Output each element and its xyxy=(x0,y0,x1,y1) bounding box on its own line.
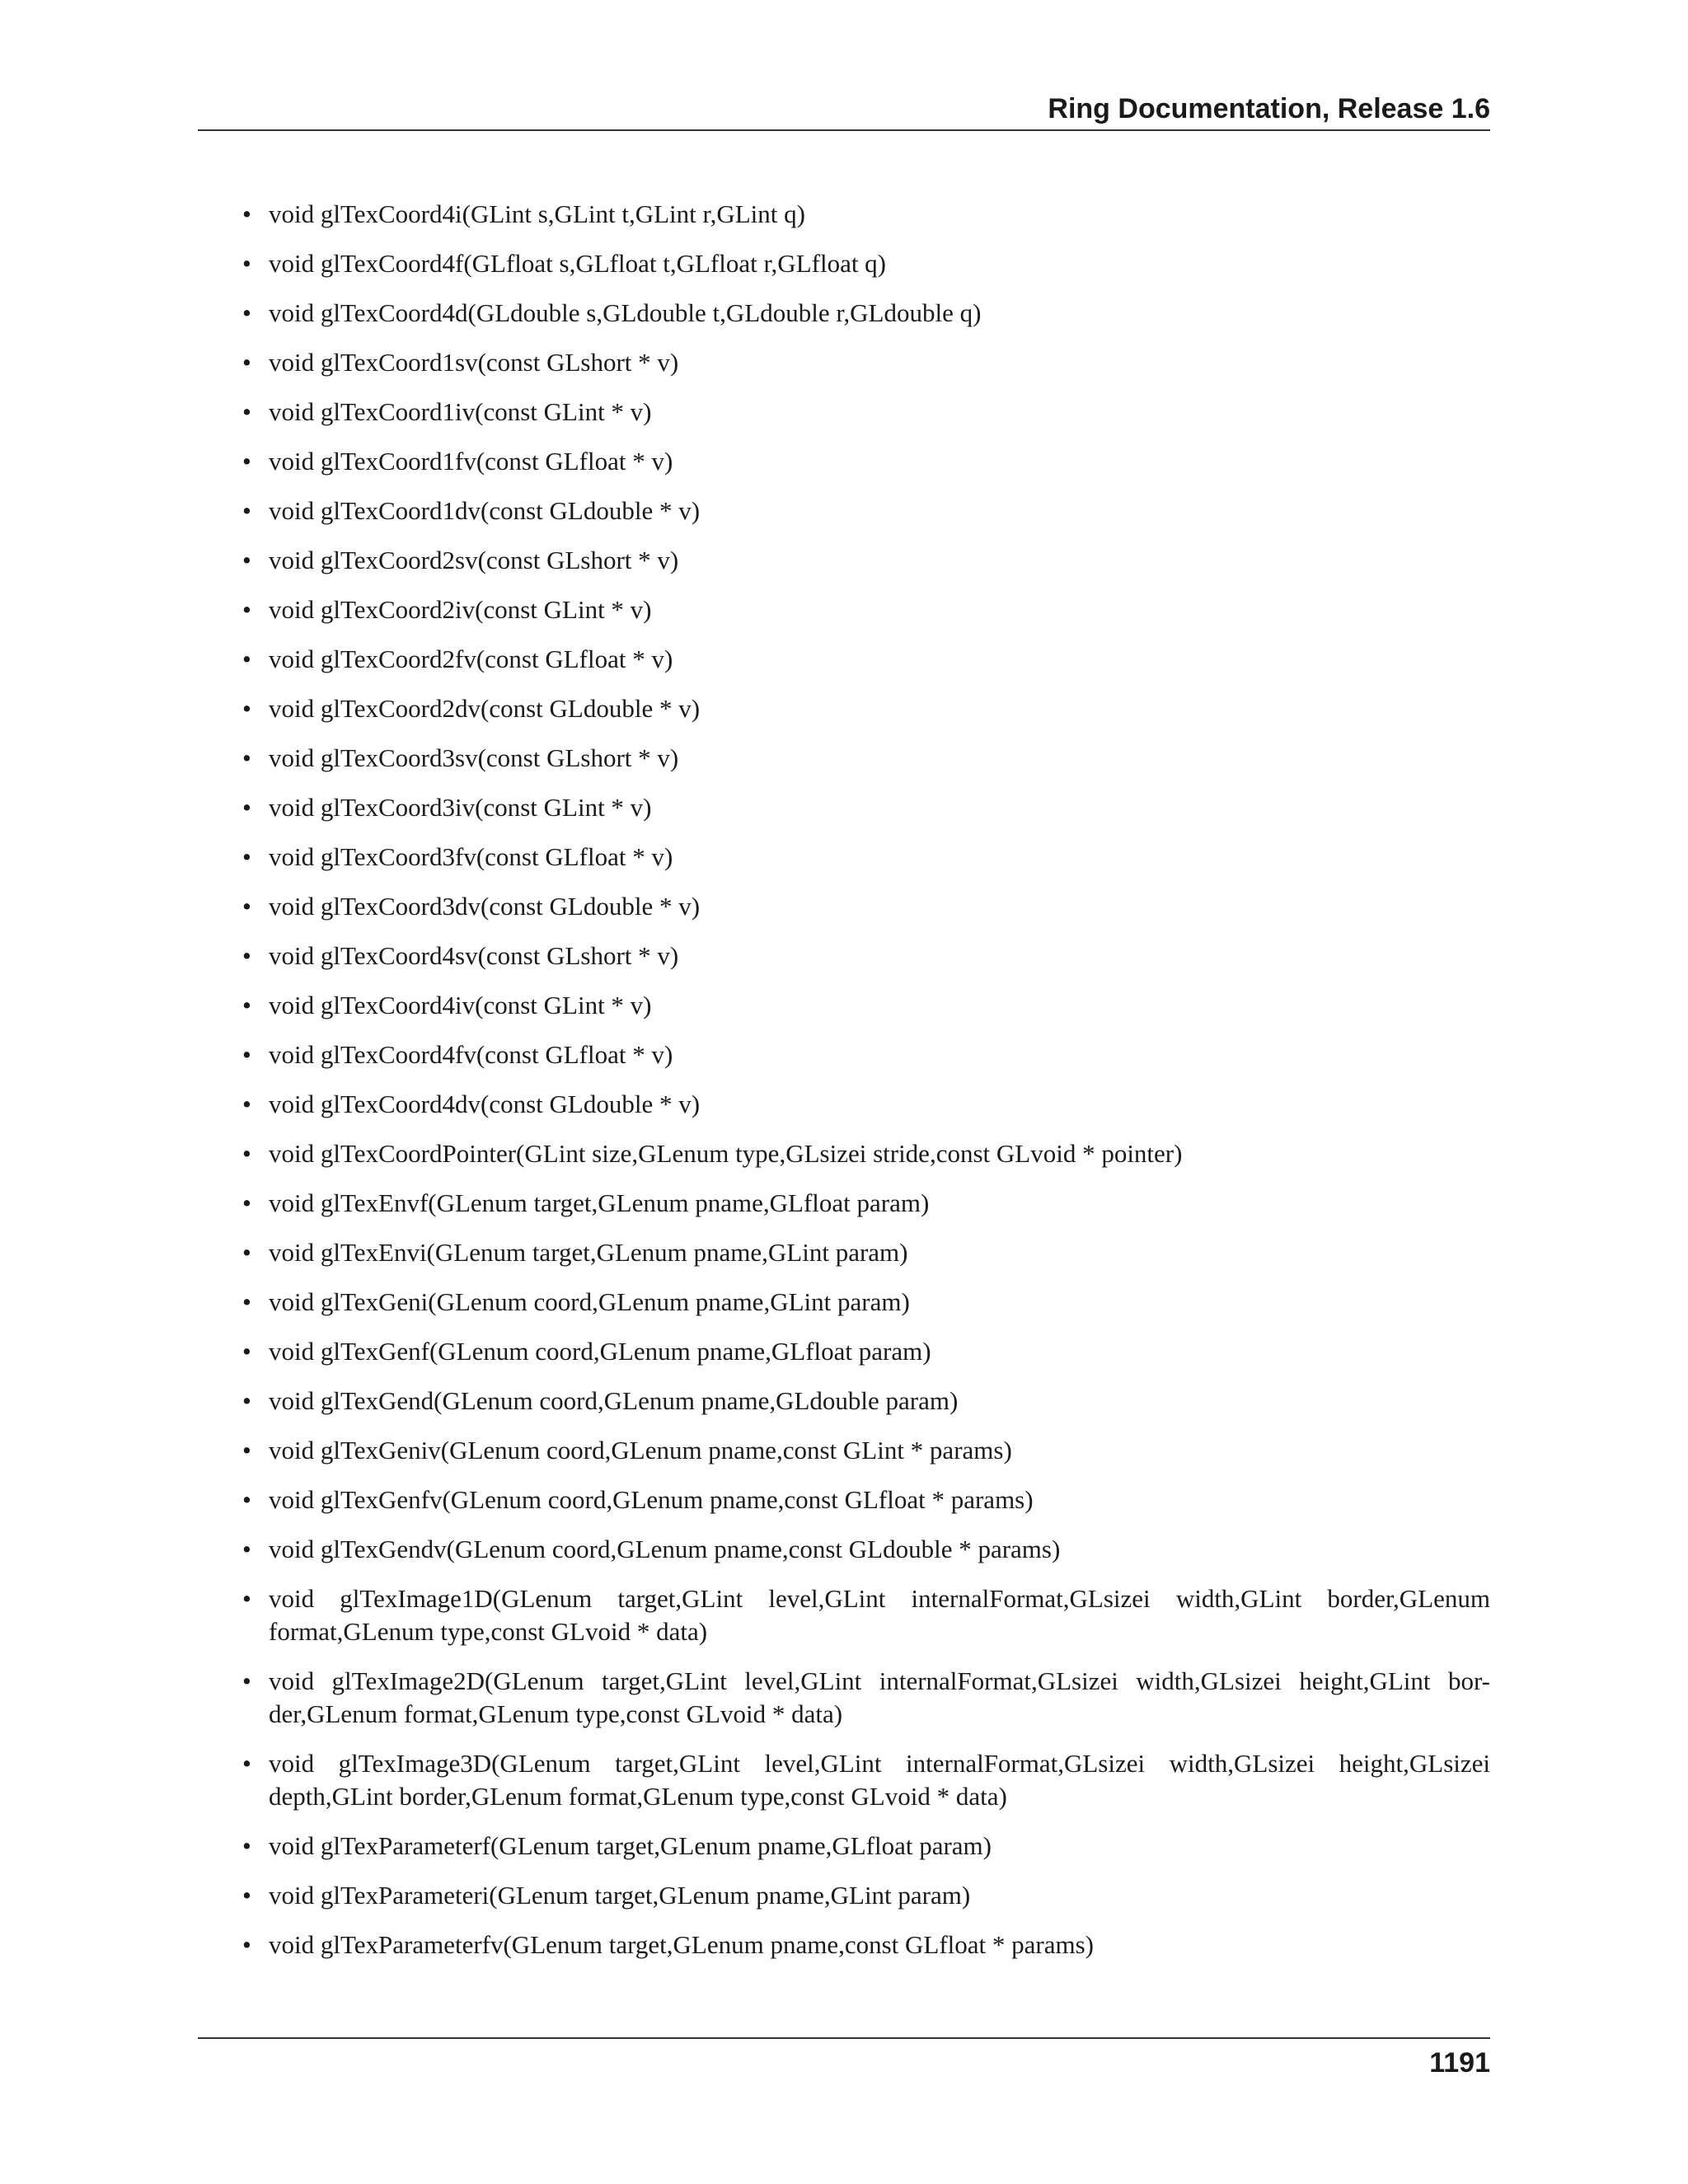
list-item xyxy=(239,1747,1490,1813)
list-item xyxy=(239,1335,1490,1368)
item-text: void glTexCoord1dv(const GLdouble * v) xyxy=(269,496,701,525)
item-text: void glTexCoord2iv(const GLint * v) xyxy=(269,595,652,624)
item-text: void glTexCoord4iv(const GLint * v) xyxy=(269,991,652,1019)
list-item xyxy=(239,593,1490,626)
bullet-icon: • xyxy=(242,793,251,822)
item-text: void glTexCoord4dv(const GLdouble * v) xyxy=(269,1090,701,1118)
list-item xyxy=(239,1483,1490,1516)
bullet-icon: • xyxy=(242,447,251,476)
list-item xyxy=(239,544,1490,577)
bullet-icon: • xyxy=(242,1139,251,1168)
bullet-icon: • xyxy=(242,941,251,970)
list-item xyxy=(239,198,1490,231)
bullet-icon: • xyxy=(242,991,251,1019)
bullet-icon: • xyxy=(242,842,251,871)
bullet-icon: • xyxy=(242,644,251,673)
bullet-icon: • xyxy=(242,1090,251,1118)
bullet-icon: • xyxy=(242,743,251,772)
bullet-icon: • xyxy=(242,1584,251,1613)
bullet-icon: • xyxy=(242,1386,251,1415)
list-item xyxy=(239,1434,1490,1467)
list-item xyxy=(239,643,1490,676)
list-item xyxy=(239,1929,1490,1961)
item-text: void glTexCoord1iv(const GLint * v) xyxy=(269,397,652,426)
bullet-icon: • xyxy=(242,1749,251,1778)
list-item xyxy=(239,940,1490,972)
item-text: void glTexCoord2fv(const GLfloat * v) xyxy=(269,644,673,673)
item-text: void glTexCoord1fv(const GLfloat * v) xyxy=(269,447,673,476)
item-text: void glTexCoord1sv(const GLshort * v) xyxy=(269,348,679,377)
function-list xyxy=(239,198,1490,1978)
item-text: void glTexEnvi(GLenum target,GLenum pname,GLint param) xyxy=(269,1238,908,1267)
item-text: void glTexParameterfv(GLenum target,GLenum pname,const GLfloat * params) xyxy=(269,1930,1094,1959)
item-text: void glTexGeniv(GLenum coord,GLenum pname,const GLint * params) xyxy=(269,1436,1012,1465)
list-item xyxy=(239,1582,1490,1648)
item-text: void glTexCoord2sv(const GLshort * v) xyxy=(269,546,679,574)
item-text: void glTexCoord3sv(const GLshort * v) xyxy=(269,743,679,772)
bullet-icon: • xyxy=(242,199,251,228)
item-text: void glTexGenf(GLenum coord,GLenum pname,GLfloat param) xyxy=(269,1337,931,1366)
bullet-icon: • xyxy=(242,546,251,574)
item-text: void glTexCoordPointer(GLint size,GLenum type,GLsizei stride,const GLvoid * pointer) xyxy=(269,1139,1183,1168)
bullet-icon: • xyxy=(242,1881,251,1910)
item-text: void glTexCoord3dv(const GLdouble * v) xyxy=(269,892,701,921)
bullet-icon: • xyxy=(242,1238,251,1267)
item-text: void glTexCoord3fv(const GLfloat * v) xyxy=(269,842,673,871)
list-item xyxy=(239,1088,1490,1121)
list-item xyxy=(239,1665,1490,1731)
list-item xyxy=(239,692,1490,725)
list-item xyxy=(239,989,1490,1022)
item-text: void glTexCoord4sv(const GLshort * v) xyxy=(269,941,679,970)
list-item xyxy=(239,1385,1490,1418)
bullet-icon: • xyxy=(242,249,251,278)
bullet-icon: • xyxy=(242,1666,251,1695)
bullet-icon: • xyxy=(242,1930,251,1959)
list-item xyxy=(239,1879,1490,1912)
page-header-title: Ring Documentation, Release 1.6 xyxy=(1048,93,1490,124)
item-text: void glTexCoord2dv(const GLdouble * v) xyxy=(269,694,701,723)
bullet-icon: • xyxy=(242,348,251,377)
list-item xyxy=(239,494,1490,527)
header-divider xyxy=(198,129,1490,131)
footer-divider xyxy=(198,2037,1490,2039)
item-text: void glTexParameteri(GLenum target,GLenum pname,GLint param) xyxy=(269,1881,971,1910)
bullet-icon: • xyxy=(242,1831,251,1860)
list-item xyxy=(239,297,1490,330)
item-text: void glTexParameterf(GLenum target,GLenum pname,GLfloat param) xyxy=(269,1831,992,1860)
list-item xyxy=(239,396,1490,429)
item-text: void glTexGendv(GLenum coord,GLenum pname,const GLdouble * params) xyxy=(269,1535,1061,1563)
bullet-icon: • xyxy=(242,892,251,921)
list-item xyxy=(239,1137,1490,1170)
list-item xyxy=(239,445,1490,478)
list-item xyxy=(239,1286,1490,1319)
list-item xyxy=(239,791,1490,824)
list-item xyxy=(239,1830,1490,1863)
bullet-icon: • xyxy=(242,595,251,624)
item-text: void glTexGend(GLenum coord,GLenum pname,GLdouble param) xyxy=(269,1386,959,1415)
list-item xyxy=(239,346,1490,379)
bullet-icon: • xyxy=(242,1436,251,1465)
bullet-icon: • xyxy=(242,1535,251,1563)
list-item xyxy=(239,1187,1490,1220)
bullet-icon: • xyxy=(242,1287,251,1316)
bullet-icon: • xyxy=(242,694,251,723)
item-text: void glTexCoord4d(GLdouble s,GLdouble t,GLdouble r,GLdouble q) xyxy=(269,298,982,327)
bullet-icon: • xyxy=(242,1485,251,1514)
item-text: void glTexEnvf(GLenum target,GLenum pname,GLfloat param) xyxy=(269,1188,930,1217)
item-text: void glTexGeni(GLenum coord,GLenum pname,GLint param) xyxy=(269,1287,910,1316)
list-item xyxy=(239,841,1490,874)
bullet-icon: • xyxy=(242,1188,251,1217)
item-text: void glTexCoord4f(GLfloat s,GLfloat t,GLfloat r,GLfloat q) xyxy=(269,249,887,278)
bullet-icon: • xyxy=(242,496,251,525)
list-item xyxy=(239,890,1490,923)
list-item xyxy=(239,1236,1490,1269)
bullet-icon: • xyxy=(242,298,251,327)
list-item xyxy=(239,1038,1490,1071)
item-text: void glTexGenfv(GLenum coord,GLenum pname,const GLfloat * params) xyxy=(269,1485,1034,1514)
list-item xyxy=(239,247,1490,280)
item-text: void glTexCoord4i(GLint s,GLint t,GLint r,GLint q) xyxy=(269,199,805,228)
page-number: 1191 xyxy=(1429,2047,1490,2079)
bullet-icon: • xyxy=(242,1337,251,1366)
bullet-icon: • xyxy=(242,1040,251,1069)
item-text: void glTexImage2D(GLenum target,GLint level,GLint internalFormat,GLsizei width,GLsizei height,GLint bor-der,GLenum format,GLenum type,const GLvoid * data) xyxy=(269,1666,1490,1728)
item-text: void glTexCoord4fv(const GLfloat * v) xyxy=(269,1040,673,1069)
item-text: void glTexImage1D(GLenum target,GLint level,GLint internalFormat,GLsizei width,GLint border,GLenum format,GLenum type,const GLvoid * data) xyxy=(269,1584,1490,1646)
item-text: void glTexCoord3iv(const GLint * v) xyxy=(269,793,652,822)
bullet-icon: • xyxy=(242,397,251,426)
list-item xyxy=(239,1533,1490,1566)
item-text: void glTexImage3D(GLenum target,GLint level,GLint internalFormat,GLsizei width,GLsizei height,GLsizei depth,GLint border,GLenum format,GLenum type,const GLvoid * data) xyxy=(269,1749,1490,1811)
list-item xyxy=(239,742,1490,775)
